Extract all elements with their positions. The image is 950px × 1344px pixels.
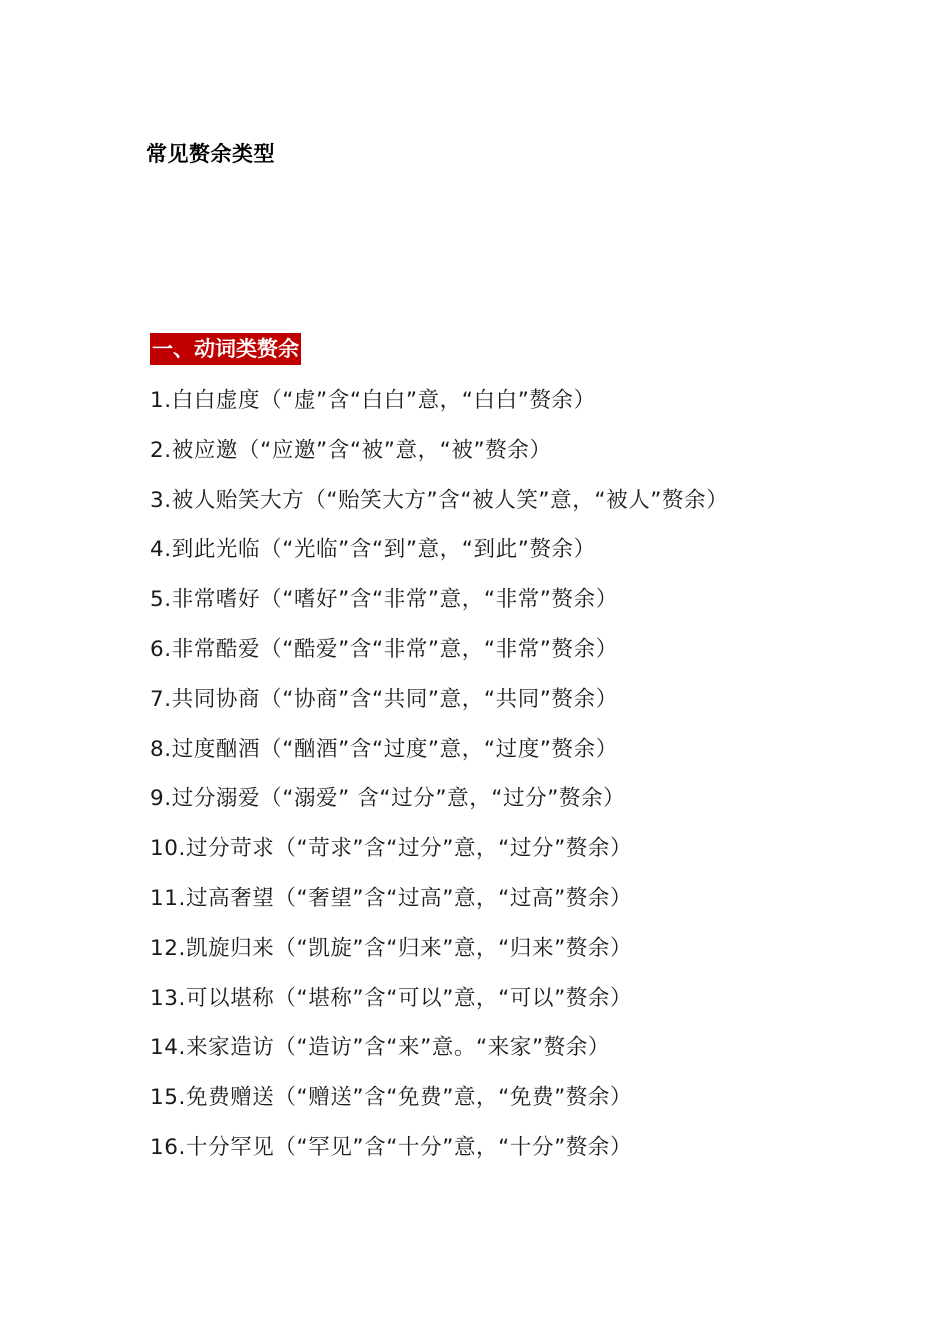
- document-title: 常见赘余类型: [146, 141, 275, 166]
- entry-list: [150, 376, 810, 1173]
- list-item: 16.十分罕见（“罕见”含“十分”意，“十分”赘余）: [150, 1134, 633, 1160]
- list-item: 3.被人贻笑大方（“贻笑大方”含“被人笑”意，“被人”赘余）: [150, 487, 729, 513]
- list-item: 6.非常酷爱（“酷爱”含“非常”意，“非常”赘余）: [150, 636, 618, 662]
- list-item: 10.过分苛求（“苛求”含“过分”意，“过分”赘余）: [150, 836, 633, 862]
- list-item: 15.免费赠送（“赠送”含“免费”意，“免费”赘余）: [150, 1085, 633, 1111]
- list-item: 14.来家造访（“造访”含“来”意。“来家”赘余）: [150, 1035, 611, 1061]
- list-item: 9.过分溺爱（“溺爱” 含“过分”意，“过分”赘余）: [150, 786, 626, 812]
- list-item: 8.过度酗酒（“酗酒”含“过度”意，“过度”赘余）: [150, 736, 618, 762]
- section-heading: 一、动词类赘余: [150, 333, 301, 365]
- list-item: 11.过高奢望（“奢望”含“过高”意，“过高”赘余）: [150, 885, 633, 911]
- list-item: 2.被应邀（“应邀”含“被”意，“被”赘余）: [150, 437, 552, 463]
- list-item: 4.到此光临（“光临”含“到”意，“到此”赘余）: [150, 537, 596, 563]
- list-item: 12.凯旋归来（“凯旋”含“归来”意，“归来”赘余）: [150, 935, 633, 961]
- list-item: 1.白白虚度（“虚”含“白白”意，“白白”赘余）: [150, 388, 596, 413]
- list-item: 13.可以堪称（“堪称”含“可以”意，“可以”赘余）: [150, 985, 633, 1011]
- list-item: 5.非常嗜好（“嗜好”含“非常”意，“非常”赘余）: [150, 587, 618, 613]
- list-item: 7.共同协商（“协商”含“共同”意，“共同”赘余）: [150, 686, 618, 712]
